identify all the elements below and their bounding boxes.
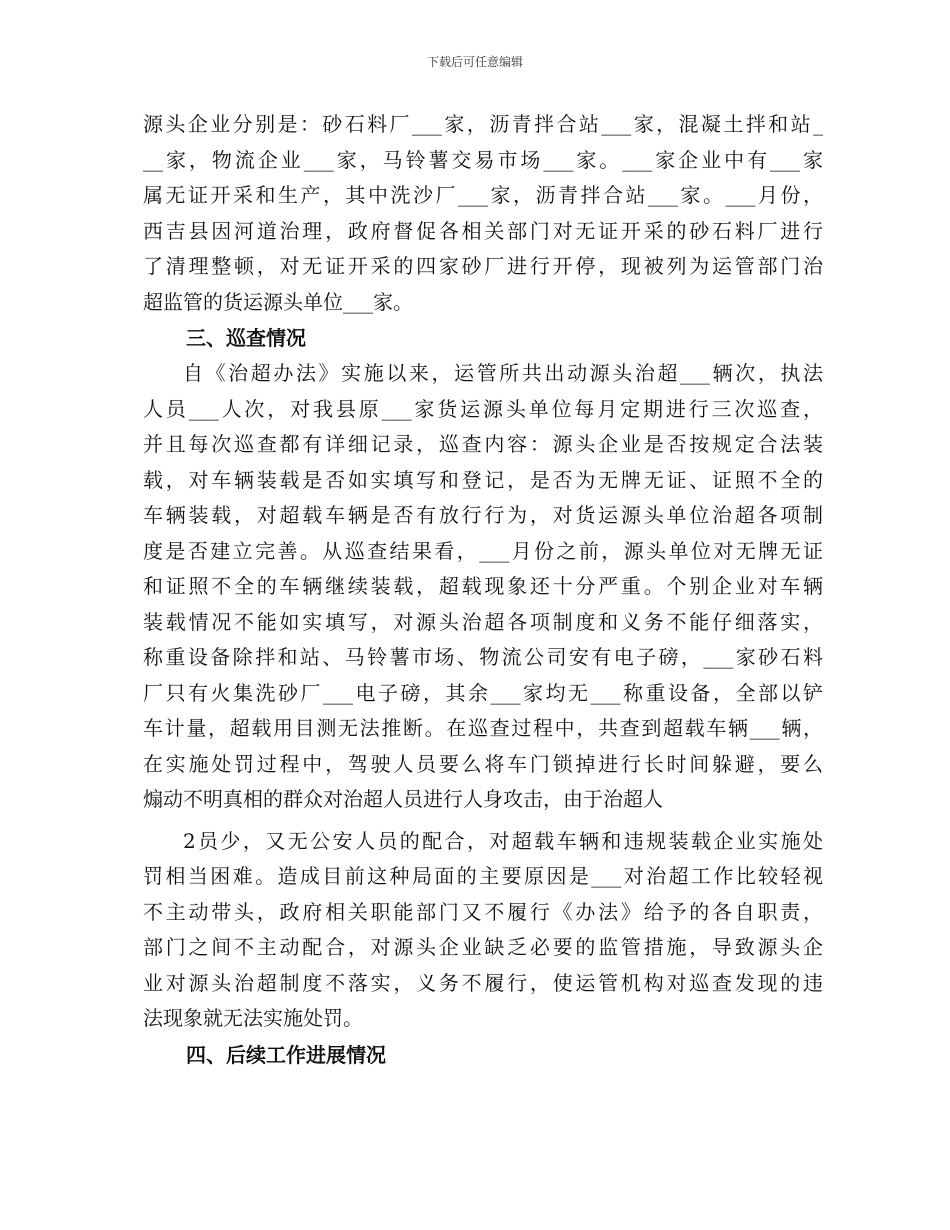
text-line: 车辆装载，对超载车辆是否有放行行为，对货运源头单位治超各项制: [143, 503, 823, 527]
text-line: 罚相当困难。造成目前这种局面的主要原因是___对治超工作比较轻视: [143, 864, 823, 888]
text-line: 不主动带头，政府相关职能部门又不履行《办法》给予的各自职责，: [143, 899, 823, 924]
text-line: 西吉县因河道治理，政府督促各相关部门对无证开采的砂石料厂进行: [143, 218, 823, 243]
text-line: 属无证开采和生产，其中洗沙厂___家，沥青拌合站___家。___月份，: [143, 183, 823, 207]
text-line: 煽动不明真相的群众对治超人员进行人身攻击，由于治超人: [143, 787, 663, 811]
text-line: 源头企业分别是：砂石料厂___家，沥青拌合站___家，混凝土拌和站_: [143, 112, 823, 136]
text-line: 并且每次巡查都有详细记录，巡查内容：源头企业是否按规定合法装: [143, 432, 823, 456]
text-line: 车计量，超载用目测无法推断。在巡查过程中，共查到超载车辆___辆，: [143, 716, 823, 740]
document-body: [143, 107, 823, 1073]
text-line: 和证照不全的车辆继续装载，超载现象还十分严重。个别企业对车辆: [143, 574, 823, 598]
text-line: 自《治超办法》实施以来，运管所共出动源头治超___辆次，执法: [183, 361, 823, 385]
section-heading: 四、后续工作进展情况: [186, 1042, 386, 1067]
text-line: __家，物流企业___家，马铃薯交易市场___家。___家企业中有___家: [143, 147, 823, 172]
text-line: 法现象就无法实施处罚。: [143, 1006, 363, 1030]
text-line: 称重设备除拌和站、马铃薯市场、物流公司安有电子磅，___家砂石料: [143, 645, 823, 669]
text-line: 了清理整顿，对无证开采的四家砂厂进行开停，现被列为运管部门治: [143, 254, 823, 278]
text-line: 厂只有火集洗砂厂___电子磅，其余___家均无___称重设备，全部以铲: [143, 680, 823, 705]
text-line: 度是否建立完善。从巡查结果看，___月份之前，源头单位对无牌无证: [143, 538, 823, 563]
text-line: 载，对车辆装载是否如实填写和登记，是否为无牌无证、证照不全的: [143, 467, 823, 492]
text-line: 业对源头治超制度不落实，义务不履行，使运管机构对巡查发现的违: [143, 970, 823, 995]
text-line: 人员___人次，对我县原___家货运源头单位每月定期进行三次巡查，: [143, 396, 823, 421]
section-heading: 三、巡查情况: [186, 326, 306, 350]
text-line: 装载情况不能如实填写，对源头治超各项制度和义务不能仔细落实，: [143, 609, 823, 634]
text-line: 2员少，又无公安人员的配合，对超载车辆和违规装载企业实施处: [183, 828, 823, 853]
page-header: 下载后可任意编辑: [426, 55, 523, 69]
text-line: 超监管的货运源头单位___家。: [143, 289, 413, 314]
text-line: 在实施处罚过程中，驾驶人员要么将车门锁掉进行长时间躲避，要么: [143, 751, 823, 776]
text-line: 部门之间不主动配合，对源头企业缺乏必要的监管措施，导致源头企: [143, 935, 823, 959]
